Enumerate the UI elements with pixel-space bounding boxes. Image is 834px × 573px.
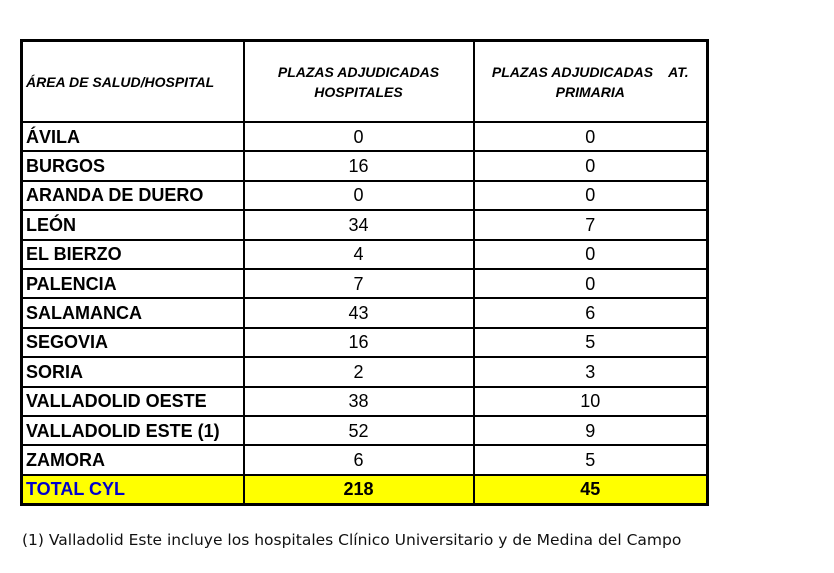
cell-hospitales: 16 xyxy=(244,151,474,180)
total-row xyxy=(22,475,708,505)
table-row xyxy=(22,298,708,327)
cell-hospitales: 52 xyxy=(244,416,474,445)
total-label: TOTAL CYL xyxy=(22,475,244,505)
cell-area: VALLADOLID OESTE xyxy=(22,387,244,416)
cell-primaria: 3 xyxy=(474,357,708,386)
cell-hospitales: 34 xyxy=(244,210,474,239)
table-row xyxy=(22,387,708,416)
table-row xyxy=(22,445,708,474)
cell-hospitales: 7 xyxy=(244,269,474,298)
header-hospitales-line1: PLAZAS ADJUDICADAS xyxy=(277,63,440,80)
table-row xyxy=(22,151,708,180)
header-area xyxy=(22,41,244,123)
adjudicated-positions-table xyxy=(20,39,709,506)
table-row xyxy=(22,357,708,386)
cell-primaria: 10 xyxy=(474,387,708,416)
total-hospitales: 218 xyxy=(244,475,474,505)
cell-primaria: 0 xyxy=(474,151,708,180)
table-body xyxy=(22,122,708,505)
cell-hospitales: 16 xyxy=(244,328,474,357)
table-row xyxy=(22,416,708,445)
cell-primaria: 7 xyxy=(474,210,708,239)
cell-area: EL BIERZO xyxy=(22,240,244,269)
cell-hospitales: 0 xyxy=(244,181,474,210)
cell-hospitales: 4 xyxy=(244,240,474,269)
table-row xyxy=(22,269,708,298)
table-row xyxy=(22,210,708,239)
header-hospitales xyxy=(244,41,474,123)
header-primaria-line1: PLAZAS ADJUDICADAS AT. xyxy=(491,63,689,80)
cell-hospitales: 6 xyxy=(244,445,474,474)
cell-hospitales: 43 xyxy=(244,298,474,327)
cell-primaria: 0 xyxy=(474,269,708,298)
cell-area: SEGOVIA xyxy=(22,328,244,357)
cell-area: VALLADOLID ESTE (1) xyxy=(22,416,244,445)
cell-hospitales: 2 xyxy=(244,357,474,386)
cell-hospitales: 0 xyxy=(244,122,474,151)
cell-primaria: 0 xyxy=(474,181,708,210)
cell-area: ZAMORA xyxy=(22,445,244,474)
cell-primaria: 6 xyxy=(474,298,708,327)
header-primaria-line2: PRIMARIA xyxy=(555,83,625,100)
cell-primaria: 0 xyxy=(474,240,708,269)
header-hospitales-line2: HOSPITALES xyxy=(314,83,403,100)
cell-area: SALAMANCA xyxy=(22,298,244,327)
header-area-label: ÁREA DE SALUD/HOSPITAL xyxy=(26,73,215,90)
cell-area: SORIA xyxy=(22,357,244,386)
table-row xyxy=(22,240,708,269)
header-row xyxy=(22,41,708,123)
cell-primaria: 0 xyxy=(474,122,708,151)
table-row xyxy=(22,122,708,151)
cell-primaria: 5 xyxy=(474,445,708,474)
header-primaria xyxy=(474,41,708,123)
cell-area: ÁVILA xyxy=(22,122,244,151)
cell-primaria: 5 xyxy=(474,328,708,357)
table-header xyxy=(22,41,708,123)
cell-area: LEÓN xyxy=(22,210,244,239)
footnote: (1) Valladolid Este incluye los hospitales Clínico Universitario y de Medina del Campo xyxy=(22,531,682,549)
cell-area: PALENCIA xyxy=(22,269,244,298)
cell-area: ARANDA DE DUERO xyxy=(22,181,244,210)
cell-area: BURGOS xyxy=(22,151,244,180)
total-primaria: 45 xyxy=(474,475,708,505)
table-row xyxy=(22,328,708,357)
cell-hospitales: 38 xyxy=(244,387,474,416)
table-row xyxy=(22,181,708,210)
cell-primaria: 9 xyxy=(474,416,708,445)
